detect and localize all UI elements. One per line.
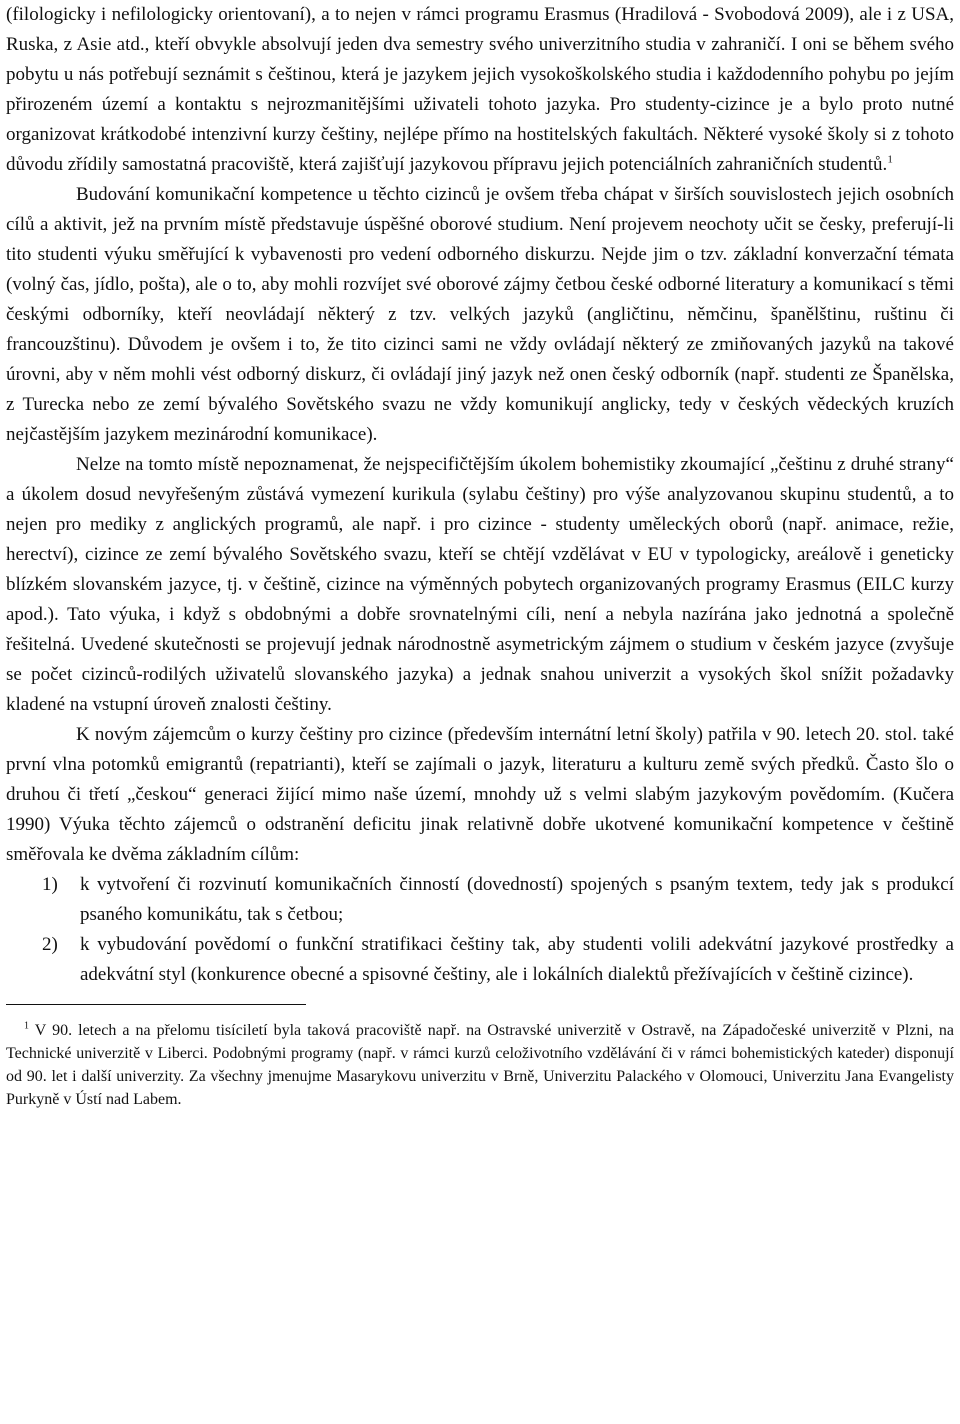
- list-item-text: k vybudování povědomí o funkční stratifikaci češtiny tak, aby studenti volili adekvátní jazykové prostředky a adekvátní styl (konkurence obecné a spisovné češtiny, ale i lokálních dialektů přežívajících v češtině cizince).: [80, 934, 954, 985]
- goals-list: [6, 870, 954, 990]
- list-item: [6, 930, 954, 990]
- paragraph-1-text: (filologicky i nefilologicky orientovaní), a to nejen v rámci programu Erasmus (Hradilová - Svobodová 2009), ale i z USA, Ruska, z Asie atd., kteří obvykle absolvují jeden dva semestry svého univerzitního studia v zahraničí. I oni se během svého pobytu u nás potřebují seznámit s češtinou, která je jazykem jejich vysokoškolského studia i každodenního pohybu po jejím přirozeném území a kontaktu s nejrozmanitějšími uživateli tohoto jazyka. Pro studenty-cizince je a bylo proto nutné organizovat krátkodobé intenzivní kurzy češtiny, nejlépe přímo na hostitelských fakultách. Některé vysoké školy si z tohoto důvodu zřídily samostatná pracoviště, která zajišťují jazykovou přípravu jejich potenciálních zahraničních studentů.: [6, 4, 954, 175]
- list-item-number: 1): [42, 874, 58, 895]
- footnote-reference[interactable]: 1: [887, 153, 893, 166]
- list-item-number: 2): [42, 934, 58, 955]
- footnote-text: V 90. letech a na přelomu tisíciletí byla taková pracoviště např. na Ostravské univerzitě v Ostravě, na Západočeské univerzitě v Plzni, na Technické univerzitě v Liberci. Podobnými programy (např. v rámci kurzů celoživotního vzdělávání či v rámci bohemistických kateder) disponují od 90. let i další univerzity. Za všechny jmenujme Masarykovu univerzitu v Brně, Univerzitu Palackého v Olomouci, Univerzitu Jana Evangelisty Purkyně v Ústí nad Labem.: [6, 1022, 954, 1108]
- footnote: [6, 1019, 954, 1111]
- footnote-marker: 1: [24, 1020, 29, 1032]
- document-page: [6, 0, 954, 1111]
- footnote-separator: [6, 1004, 306, 1005]
- list-item: [6, 870, 954, 930]
- list-item-text: k vytvoření či rozvinutí komunikačních činností (dovedností) spojených s psaným textem, tedy jak s produkcí psaného komunikátu, tak s četbou;: [80, 874, 954, 925]
- paragraph-2: Budování komunikační kompetence u těchto cizinců je ovšem třeba chápat v širších souvislostech jejich osobních cílů a aktivit, jež na prvním místě představuje úspěšné oborové studium. Není projevem neochoty učit se česky, preferují-li tito studenti výuku směřující k vybavenosti pro vedení odborného diskurzu. Nejde jim o tzv. základní konverzační témata (volný čas, jídlo, pošta), ale o to, aby mohli rozvíjet své oborové zájmy četbou české odborné literatury a komunikací s těmi českými odborníky, kteří neovládají některý z tzv. velkých jazyků (angličtinu, němčinu, španělštinu, ruštinu či francouzštinu). Důvodem je ovšem i to, že tito cizinci sami ne vždy ovládají některý ze zmiňovaných jazyků na takové úrovni, aby v něm mohli vést odborný diskurz, či ovládají jiný jazyk než onen český odborník (např. studenti ze Španělska, z Turecka nebo ze zemí bývalého Sovětského svazu ne vždy komunikují anglicky, tedy v českých vědeckých kruzích nejčastějším jazykem mezinárodní komunikace).: [6, 184, 954, 445]
- paragraph-1: [6, 0, 954, 180]
- paragraph-4: K novým zájemcům o kurzy češtiny pro cizince (především internátní letní školy) patřila v 90. letech 20. stol. také první vlna potomků emigrantů (repatrianti), kteří se zajímali o jazyk, literaturu a kulturu země svých předků. Často šlo o druhou či třetí „českou“ generaci žijící mimo naše území, mnohdy už s velmi slabým jazykovým povědomím. (Kučera 1990) Výuka těchto zájemců o odstranění deficitu jinak relativně dobře ukotvené komunikační kompetence v češtině směřovala ke dvěma základním cílům:: [6, 724, 954, 865]
- paragraph-3: Nelze na tomto místě nepoznamenat, že nejspecifičtějším úkolem bohemistiky zkoumající „češtinu z druhé strany“ a úkolem dosud nevyřešeným zůstává vymezení kurikula (sylabu češtiny) pro výše analyzovanou skupinu studentů, a to nejen pro mediky z anglických programů, ale např. i pro cizince - studenty uměleckých oborů (např. animace, režie, herectví), cizince ze zemí bývalého Sovětského svazu, kteří se chtějí vzdělávat v EU v typologicky, areálově i geneticky blízkém slovanském jazyce, tj. v češtině, cizince na výměnných pobytech organizovaných programy Erasmus (EILC kurzy apod.). Tato výuka, i když s obdobnými a dobře srovnatelnými cíli, není a nebyla nazírána jako jednotná a společně řešitelná. Uvedené skutečnosti se projevují jednak národnostně asymetrickým zájmem o studium v českém jazyce (zvyšuje se počet cizinců-rodilých uživatelů slovanského jazyka) a jednak snahou univerzit a vysokých škol snížit požadavky kladené na vstupní úroveň znalosti češtiny.: [6, 454, 954, 715]
